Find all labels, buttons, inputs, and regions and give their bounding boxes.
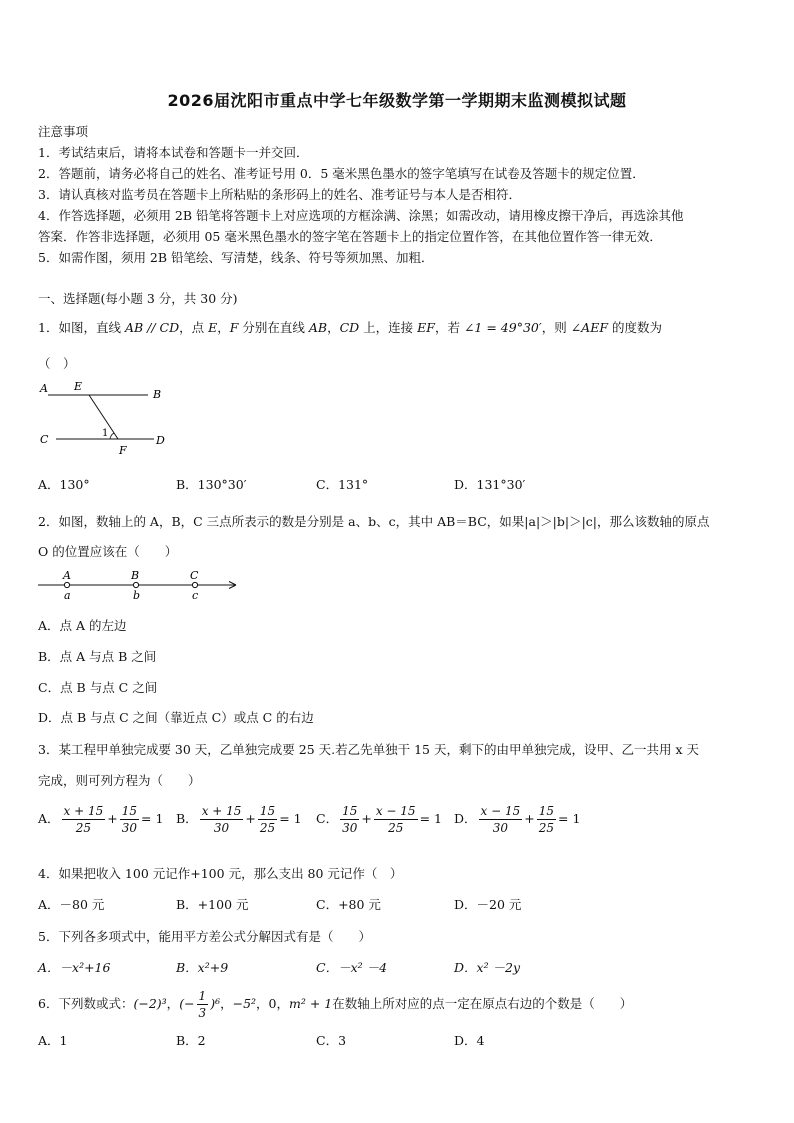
option-label: C． xyxy=(316,811,339,826)
notice-item-3: 3．请认真核对监考员在答题卡上所粘贴的条形码上的姓名、准考证号与本人是否相符． xyxy=(38,187,521,202)
fraction xyxy=(479,803,523,836)
q2-option-b[interactable]: B．点 A 与点 B 之间 xyxy=(38,649,157,664)
point-a xyxy=(64,582,69,587)
denominator: 25 xyxy=(259,821,276,835)
option-label: B． xyxy=(176,811,198,826)
q1-math: F xyxy=(229,320,239,335)
q2-option-d[interactable]: D．点 B 与点 C 之间（靠近点 C）或点 C 的右边 xyxy=(38,710,314,725)
label-c: C xyxy=(40,433,49,446)
question-3-stem-cont: 完成，则可列方程为（ ） xyxy=(38,773,201,788)
q6-expr-2-prefix: (− xyxy=(179,996,195,1011)
operator: + xyxy=(245,811,256,826)
q5-option-b[interactable]: B．x²+9 xyxy=(176,960,229,975)
denominator: 30 xyxy=(492,821,509,835)
denominator: 30 xyxy=(121,821,138,835)
question-5-stem: 5．下列各多项式中，能用平方差公式分解因式有是（ ） xyxy=(38,929,371,944)
question-2-stem-cont: O 的位置应该在（ ） xyxy=(38,544,178,559)
q5-option-a[interactable]: A．－x²+16 xyxy=(38,960,111,975)
q3-option-c[interactable] xyxy=(316,803,442,836)
question-1-bracket: （ ） xyxy=(38,356,76,371)
q1-text: ， xyxy=(327,320,340,335)
angle-1-arc xyxy=(110,433,114,439)
denominator: 3 xyxy=(198,1006,207,1020)
question-1-stem xyxy=(38,318,662,336)
notice-item-4-cont: 答案．作答非选择题，必须用 05 毫米黑色墨水的签字笔在答题卡上的指定位置作答，在其他位置作答一律无效． xyxy=(38,229,662,244)
q6-expr-4: 0 xyxy=(268,996,277,1011)
fraction xyxy=(200,803,244,836)
section-heading-choice: 一、选择题(每小题 3 分，共 30 分) xyxy=(38,291,238,306)
notice-item-2: 2．答题前，请务必将自己的姓名、准考证号用 0．5 毫米黑色墨水的签字笔填写在试卷及答题卡的规定位置． xyxy=(38,166,645,181)
q6-expr-2-suffix: )⁶ xyxy=(210,996,221,1011)
q6-expr-5: m² + 1 xyxy=(289,996,333,1011)
q1-text: 分别在直线 xyxy=(238,320,309,335)
fraction xyxy=(62,803,106,836)
label-point-a: A xyxy=(63,569,71,582)
q1-option-a[interactable]: A．130° xyxy=(38,477,90,492)
q1-text: 上，连接 xyxy=(359,320,418,335)
q5-option-c[interactable]: C．－x² －4 xyxy=(316,960,388,975)
q5-option-d[interactable]: D．x² －2y xyxy=(454,960,521,975)
q3-option-d[interactable] xyxy=(454,803,580,836)
q6-option-c[interactable]: C．3 xyxy=(316,1033,347,1048)
fraction xyxy=(374,803,418,836)
q6-expr-3: −5² xyxy=(232,996,257,1011)
q2-option-a[interactable]: A．点 A 的左边 xyxy=(38,618,127,633)
notice-heading: 注意事项 xyxy=(38,124,89,139)
label-value-a: a xyxy=(64,589,71,602)
q1-option-d[interactable]: D．131°30′ xyxy=(454,477,526,492)
denominator: 25 xyxy=(538,821,555,835)
option-label: D． xyxy=(454,811,477,826)
operator: + xyxy=(107,811,118,826)
equation-rhs: = 1 xyxy=(419,811,442,826)
q4-option-b[interactable]: B．+100 元 xyxy=(176,897,249,912)
q1-text: ， xyxy=(217,320,230,335)
q1-text: 1．如图，直线 xyxy=(38,320,125,335)
q1-math: ∠1 = 49°30′ xyxy=(463,320,542,335)
q1-math: CD xyxy=(339,320,360,335)
label-d: D xyxy=(156,434,165,447)
numerator: x − 15 xyxy=(480,804,521,818)
denominator: 25 xyxy=(75,821,92,835)
q1-text: ，点 xyxy=(179,320,209,335)
q4-option-a[interactable]: A．－80 元 xyxy=(38,897,105,912)
q3-option-b[interactable] xyxy=(176,803,302,836)
point-b xyxy=(133,582,138,587)
q1-text: 的度数为 xyxy=(608,320,662,335)
equation-rhs: = 1 xyxy=(558,811,581,826)
q1-math: AB xyxy=(308,320,328,335)
fraction xyxy=(197,988,209,1021)
numerator: 15 xyxy=(259,804,276,818)
q1-math: AB // CD xyxy=(124,320,180,335)
label-b: B xyxy=(153,388,162,401)
notice-item-4: 4．作答选择题，必须用 2B 铅笔将答题卡上对应选项的方框涂满、涂黑；如需改动，请用橡皮擦干净后，再选涂其他 xyxy=(38,208,684,223)
operator: + xyxy=(524,811,535,826)
option-label: A． xyxy=(38,811,60,826)
numerator: 15 xyxy=(342,804,358,818)
denominator: 25 xyxy=(388,821,404,835)
equation-rhs: = 1 xyxy=(141,811,164,826)
label-a: A xyxy=(40,382,48,395)
numerator: 1 xyxy=(198,989,207,1003)
q1-math: E xyxy=(208,320,218,335)
denominator: 30 xyxy=(213,821,230,835)
fraction xyxy=(258,803,277,836)
q3-option-a[interactable] xyxy=(38,803,163,836)
numerator: x − 15 xyxy=(375,804,416,818)
fraction xyxy=(340,803,359,836)
numerator: x + 15 xyxy=(201,804,242,818)
numerator: x + 15 xyxy=(63,804,104,818)
question-2-stem: 2．如图，数轴上的 A，B，C 三点所表示的数是分别是 a、b、c，其中 AB＝BC，如果|a|＞|b|＞|c|，那么该数轴的原点 xyxy=(38,514,710,529)
q1-option-b[interactable]: B．130°30′ xyxy=(176,477,247,492)
numerator: 15 xyxy=(538,804,555,818)
label-angle-1: 1 xyxy=(102,428,109,439)
q4-option-d[interactable]: D．－20 元 xyxy=(454,897,522,912)
equation-rhs: = 1 xyxy=(279,811,302,826)
q1-math: EF xyxy=(417,320,435,335)
question-3-stem: 3．某工程甲单独完成要 30 天，乙单独完成要 25 天.若乙先单独干 15 天，剩下的由甲单独完成，设甲、乙一共用 x 天 xyxy=(38,742,699,757)
label-f: F xyxy=(119,444,127,457)
q6-option-d[interactable]: D．4 xyxy=(454,1033,485,1048)
numerator: 15 xyxy=(121,804,138,818)
q1-parallel-lines-figure xyxy=(36,380,176,460)
question-6-stem: 6．下列数或式：(−2)³，(− $\frac{1}{3}$ )⁶，−5²，0，m² + 1在数轴上所对应的点一定在原点右边的个数是（ ） xyxy=(38,989,633,1020)
operator: + xyxy=(361,811,372,826)
label-value-c: c xyxy=(192,589,199,602)
q6-expr-1: (−2)³ xyxy=(133,996,167,1011)
q1-text: ，若 xyxy=(434,320,464,335)
q1-text: ，则 xyxy=(541,320,571,335)
label-point-c: C xyxy=(190,569,199,582)
q6-text: 6．下列数或式： xyxy=(38,996,134,1011)
q2-number-line-figure xyxy=(36,566,242,606)
label-point-b: B xyxy=(131,569,140,582)
fraction xyxy=(537,803,556,836)
denominator: 30 xyxy=(342,821,358,835)
q1-math: ∠AEF xyxy=(570,320,608,335)
fraction xyxy=(120,803,139,836)
label-value-b: b xyxy=(133,589,141,602)
q6-text: 在数轴上所对应的点一定在原点右边的个数是（ ） xyxy=(332,996,633,1011)
notice-item-1: 1．考试结束后，请将本试卷和答题卡一并交回． xyxy=(38,145,309,160)
point-c xyxy=(192,582,197,587)
q4-option-c[interactable]: C．+80 元 xyxy=(316,897,381,912)
q6-expr-2 xyxy=(179,989,221,1020)
label-e: E xyxy=(74,380,83,393)
q6-option-b[interactable]: B．2 xyxy=(176,1033,206,1048)
q2-option-c[interactable]: C．点 B 与点 C 之间 xyxy=(38,680,158,695)
question-4-stem: 4．如果把收入 100 元记作+100 元，那么支出 80 元记作（ ） xyxy=(38,866,403,881)
page-title: 2026届沈阳市重点中学七年级数学第一学期期末监测模拟试题 xyxy=(167,91,627,110)
notice-item-5: 5．如需作图，须用 2B 铅笔绘、写清楚，线条、符号等须加黑、加粗． xyxy=(38,250,434,265)
q1-option-c[interactable]: C．131° xyxy=(316,477,369,492)
q6-option-a[interactable]: A．1 xyxy=(38,1033,68,1048)
